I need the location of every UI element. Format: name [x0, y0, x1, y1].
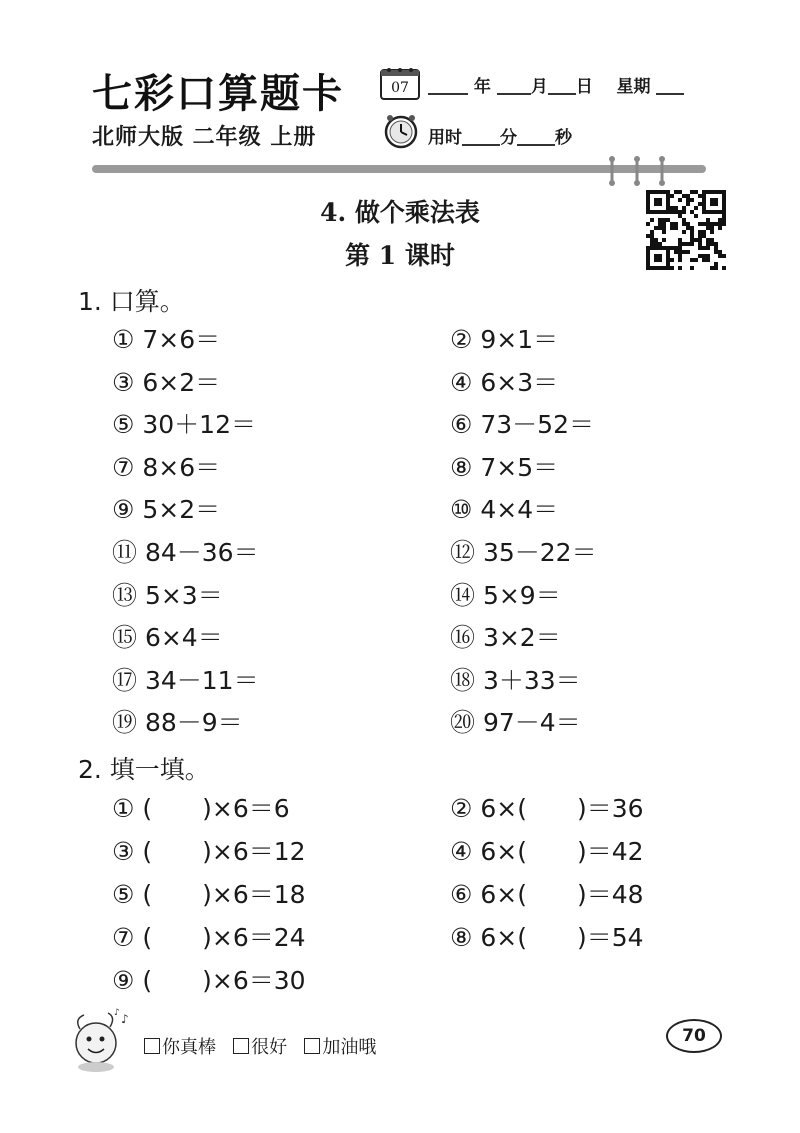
edition-label: 北师大版 二年级 上册 — [92, 125, 317, 150]
oral-problem-1: ① 7×6＝ — [112, 325, 221, 354]
oral-problem-8: ⑧ 7×5＝ — [450, 452, 559, 482]
fill-problem-3: ③ ( )×6＝12 — [112, 837, 306, 866]
oral-problem-12: ⑫ 35－22＝ — [450, 538, 597, 567]
date-fill-line — [428, 72, 684, 97]
section-1-heading: 1. 口算。 — [78, 287, 185, 316]
calendar-number: 07 — [391, 80, 409, 96]
oral-problem-7: ⑦ 8×6＝ — [112, 452, 221, 482]
fill-problem-9: ⑨ ( )×6＝30 — [112, 966, 306, 995]
oral-problem-18: ⑱ 3＋33＝ — [450, 665, 581, 695]
fill-problem-4: ④ 6×( )＝42 — [450, 837, 644, 866]
oral-problem-15: ⑮ 6×4＝ — [112, 623, 223, 653]
lesson-title: 4. 做个乘法表 — [320, 198, 480, 227]
oral-problem-10: ⑩ 4×4＝ — [450, 495, 559, 525]
lesson-subtitle: 第 1 课时 — [345, 241, 455, 270]
oral-problem-3: ③ 6×2＝ — [112, 367, 221, 397]
svg-text:♪: ♪ — [121, 1012, 129, 1026]
weekday-label: 星期 — [616, 77, 651, 97]
qr-code-icon — [646, 190, 726, 270]
second-label: 秒 — [555, 128, 572, 148]
oral-problem-5: ⑤ 30＋12＝ — [112, 410, 256, 440]
oral-problem-14: ⑭ 5×9＝ — [450, 580, 561, 610]
brand-title: 七彩口算题卡 — [92, 71, 344, 117]
oral-problem-6: ⑥ 73－52＝ — [450, 410, 594, 440]
rating-label-2: 很好 — [251, 1037, 288, 1058]
fill-problem-1: ① ( )×6＝6 — [112, 794, 290, 823]
fill-problem-7: ⑦ ( )×6＝24 — [112, 923, 306, 952]
fill-problem-2: ② 6×( )＝36 — [450, 794, 644, 823]
calendar-icon — [380, 66, 420, 100]
rating-checkbox-3[interactable] — [304, 1038, 320, 1054]
oral-problem-20: ⑳ 97－4＝ — [450, 708, 581, 738]
month-label: 月 — [530, 77, 548, 97]
page-number: 70 — [666, 1019, 722, 1053]
rating-options — [144, 1033, 376, 1059]
day-label: 日 — [575, 77, 593, 97]
minute-label: 分 — [500, 128, 517, 148]
rating-checkbox-1[interactable] — [144, 1038, 160, 1054]
time-used-label: 用时 — [428, 128, 462, 148]
oral-problem-16: ⑯ 3×2＝ — [450, 623, 561, 653]
oral-problem-2: ② 9×1＝ — [450, 325, 559, 354]
section-2-heading: 2. 填一填。 — [78, 755, 210, 784]
rating-label-1: 你真棒 — [162, 1037, 216, 1058]
rating-label-3: 加油哦 — [322, 1037, 377, 1058]
fill-problem-5: ⑤ ( )×6＝18 — [112, 880, 306, 909]
oral-problem-9: ⑨ 5×2＝ — [112, 495, 221, 525]
rating-checkbox-2[interactable] — [233, 1038, 249, 1054]
time-fill-line — [428, 123, 572, 148]
oral-problem-11: ⑪ 84－36＝ — [112, 538, 259, 567]
fill-problem-6: ⑥ 6×( )＝48 — [450, 880, 644, 909]
svg-text:♪: ♪ — [114, 1008, 120, 1018]
fill-problem-8: ⑧ 6×( )＝54 — [450, 923, 644, 952]
oral-problem-4: ④ 6×3＝ — [450, 367, 559, 397]
clock-icon — [382, 113, 420, 149]
oral-problem-17: ⑰ 34－11＝ — [112, 665, 259, 695]
oral-problem-13: ⑬ 5×3＝ — [112, 580, 223, 610]
oral-problem-19: ⑲ 88－9＝ — [112, 708, 243, 738]
year-label: 年 — [473, 77, 491, 97]
binder-rings-icon — [604, 156, 670, 186]
mascot-icon — [66, 1005, 136, 1075]
